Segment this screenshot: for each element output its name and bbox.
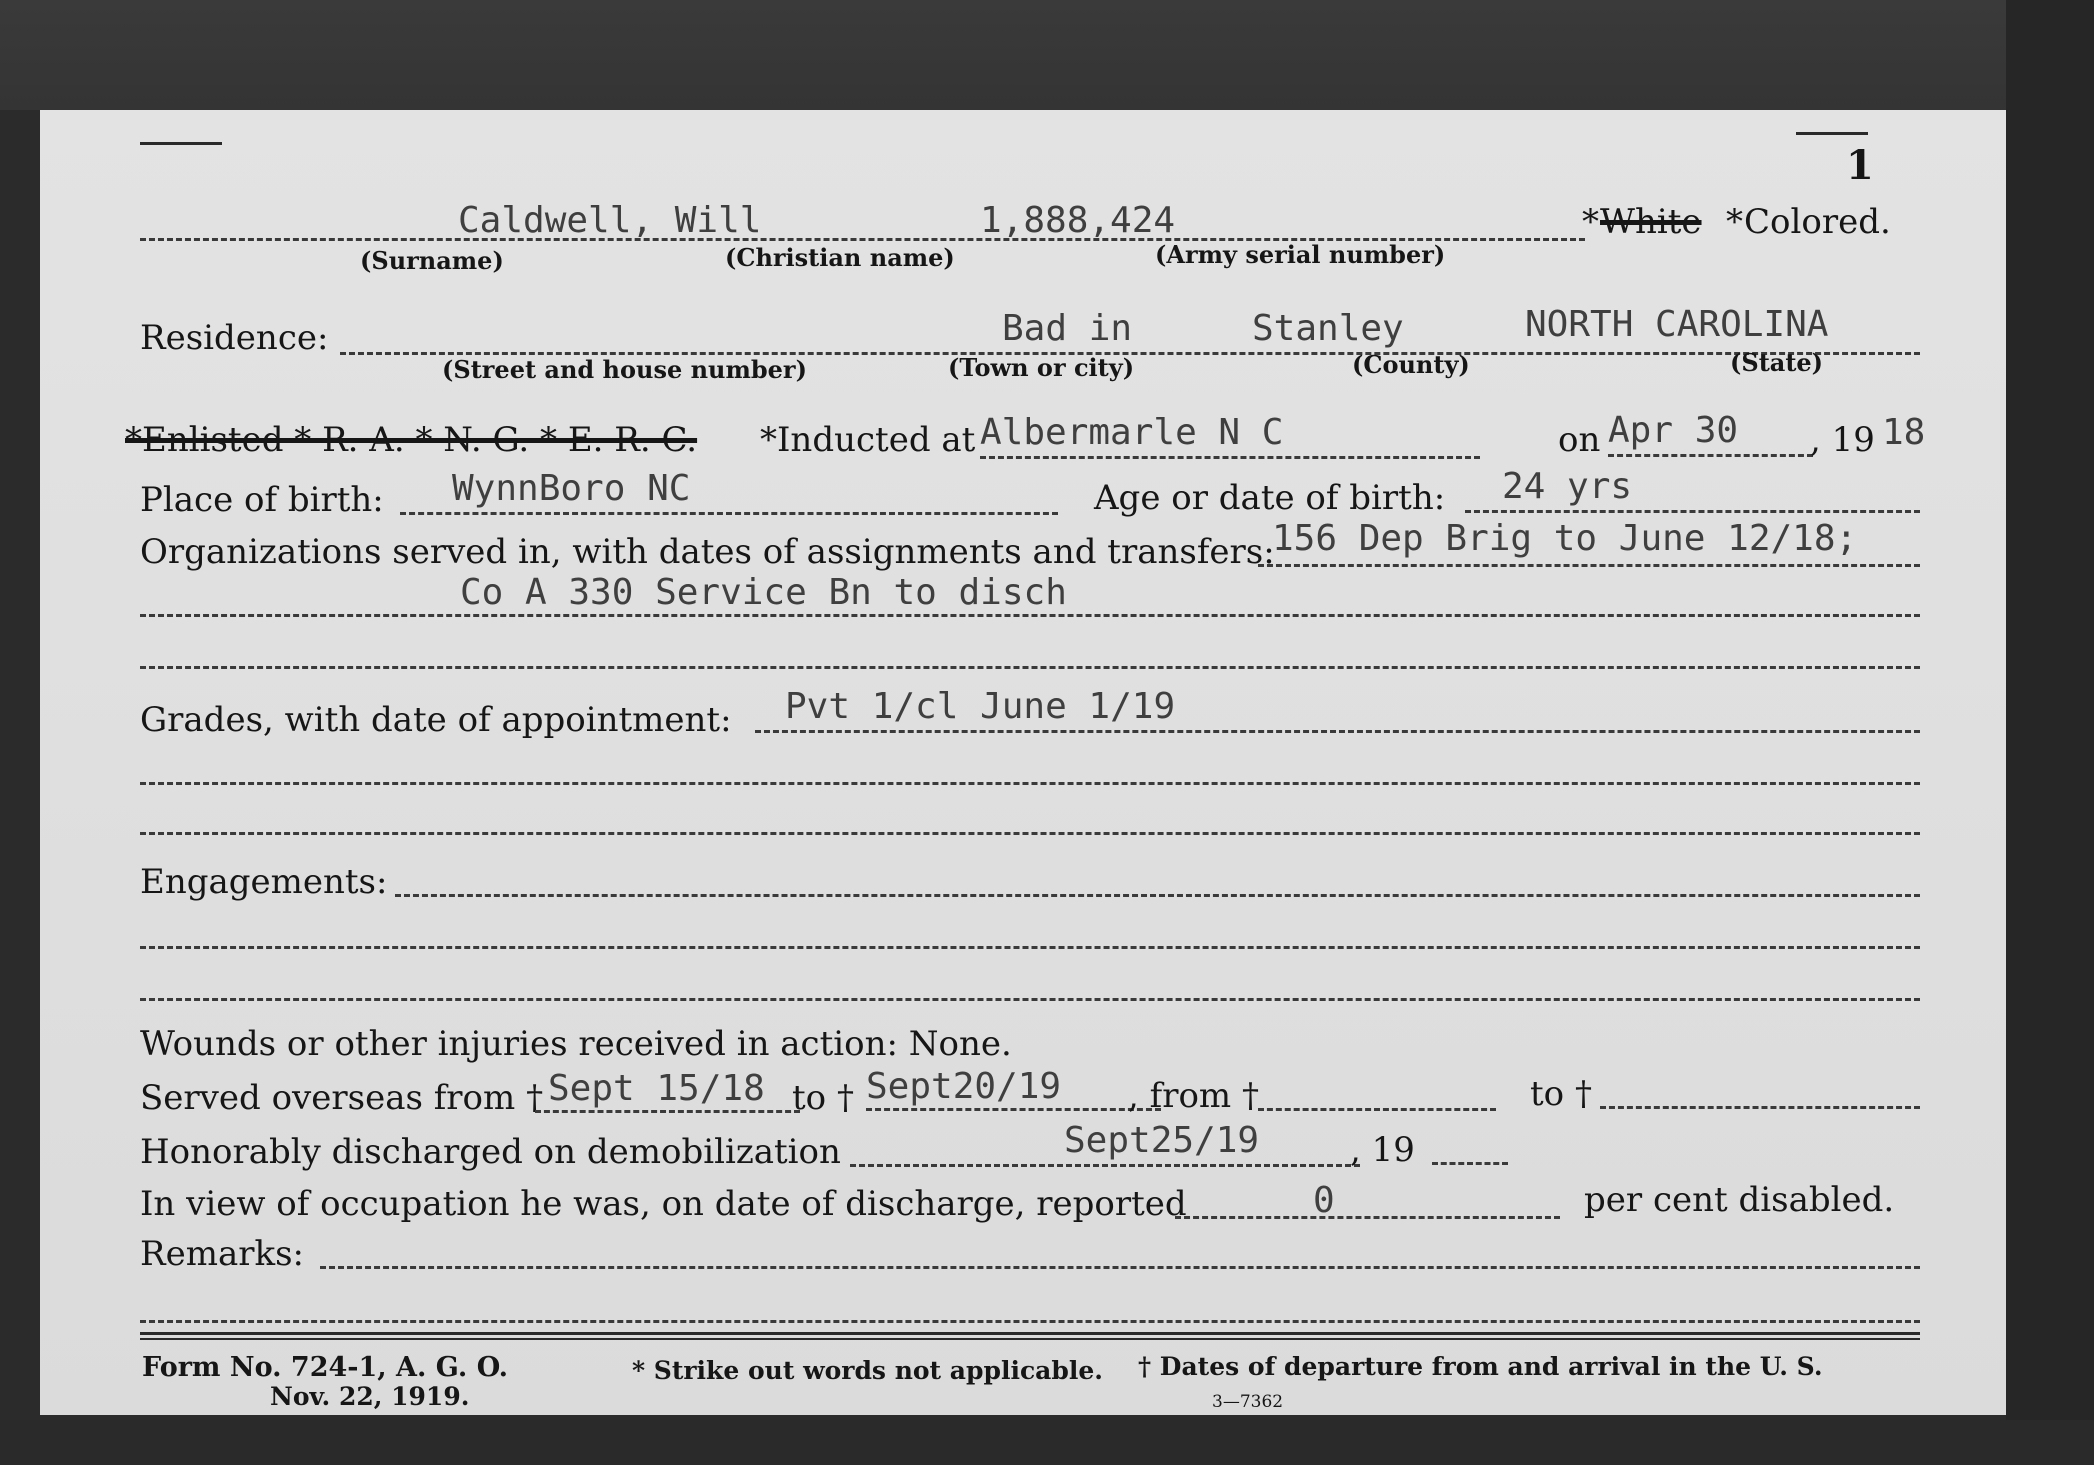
caption-christian-name: (Christian name) [725, 243, 955, 272]
inducted-date-line [1608, 454, 1813, 457]
race-asterisk-2: * [1726, 202, 1743, 242]
serial-value: 1,888,424 [980, 200, 1176, 241]
grades-line-3 [140, 832, 1920, 835]
overseas-to2-label: to † [1530, 1074, 1592, 1114]
inducted-year-prefix: , 19 [1810, 420, 1875, 460]
wounds-label: Wounds or other injuries received in action: None. [140, 1024, 1012, 1064]
birthplace-label: Place of birth: [140, 480, 384, 520]
form-date: Nov. 22, 1919. [270, 1382, 470, 1411]
footer-rule-2 [140, 1338, 1920, 1340]
organizations-value-1: 156 Dep Brig to June 12/18; [1272, 518, 1858, 559]
inducted-year: 18 [1882, 412, 1926, 453]
caption-street: (Street and house number) [442, 355, 807, 384]
age-value: 24 yrs [1502, 466, 1633, 507]
disability-suffix: per cent disabled. [1584, 1180, 1895, 1220]
remarks-line-2 [140, 1320, 1920, 1323]
engagements-line-2 [140, 946, 1920, 949]
service-record-card [40, 110, 2006, 1415]
caption-county: (County) [1352, 350, 1470, 379]
footnote-strike: * Strike out words not applicable. [632, 1356, 1103, 1385]
race-colored: Colored. [1744, 202, 1891, 242]
inducted-on-label: on [1558, 420, 1601, 460]
engagements-line-1 [395, 894, 1920, 897]
overseas-from-date: Sept 15/18 [548, 1068, 765, 1109]
discharge-year-line [1432, 1162, 1508, 1165]
organizations-line-3 [140, 666, 1920, 669]
disability-label: In view of occupation he was, on date of discharge, reported [140, 1184, 1187, 1224]
inducted-label: *Inducted at [760, 420, 976, 460]
overseas-to-line [866, 1108, 1161, 1111]
discharge-label: Honorably discharged on demobilization [140, 1132, 841, 1172]
residence-town: Bad in [1002, 308, 1133, 349]
surname-value: Caldwell, Will [458, 200, 762, 241]
birthplace-value: WynnBoro NC [452, 468, 691, 509]
age-label: Age or date of birth: [1094, 478, 1446, 518]
remarks-label: Remarks: [140, 1234, 304, 1274]
inducted-line [980, 456, 1480, 459]
residence-county: Stanley [1252, 308, 1404, 349]
enlisted-struck-options: *Enlisted * R. A. * N. G. * E. R. C. [125, 420, 698, 460]
discharge-line [850, 1164, 1360, 1167]
caption-state: (State) [1730, 348, 1824, 377]
inducted-date: Apr 30 [1608, 410, 1739, 451]
disability-value: 0 [1313, 1180, 1335, 1221]
footnote-dates: † Dates of departure from and arrival in the U. S. [1138, 1352, 1823, 1381]
race-asterisk-1: * [1582, 202, 1599, 242]
top-right-rule [1796, 132, 1868, 135]
race-white-struck: White [1600, 202, 1702, 242]
scan-background-bottom [0, 1420, 2094, 1465]
overseas-from-line [535, 1110, 800, 1113]
caption-army-serial: (Army serial number) [1155, 240, 1446, 269]
engagements-line-3 [140, 998, 1920, 1001]
overseas-to-label: to † [792, 1078, 854, 1118]
grades-label: Grades, with date of appointment: [140, 700, 732, 740]
print-code: 3—7362 [1212, 1392, 1284, 1412]
discharge-year: , 19 [1350, 1130, 1415, 1170]
overseas-label: Served overseas from † [140, 1078, 544, 1118]
discharge-date: Sept25/19 [1064, 1120, 1260, 1161]
organizations-value-2: Co A 330 Service Bn to disch [460, 572, 1067, 613]
inducted-place: Albermarle N C [980, 412, 1284, 453]
organizations-line-1 [1258, 564, 1920, 567]
overseas-from2-label: , from † [1128, 1076, 1259, 1116]
residence-label: Residence: [140, 318, 329, 358]
engagements-label: Engagements: [140, 862, 388, 902]
caption-town: (Town or city) [948, 353, 1135, 382]
remarks-line-1 [320, 1266, 1920, 1269]
disability-line [1175, 1216, 1560, 1219]
birthplace-line [400, 512, 1058, 515]
overseas-from2-line [1258, 1108, 1496, 1111]
age-line [1465, 510, 1920, 513]
caption-surname: (Surname) [360, 246, 504, 275]
form-number: Form No. 724-1, A. G. O. [142, 1352, 509, 1383]
footer-rule-1 [140, 1332, 1920, 1335]
organizations-label: Organizations served in, with dates of assignments and transfers: [140, 532, 1275, 572]
residence-state: NORTH CAROLINA [1525, 304, 1829, 345]
grades-line-2 [140, 782, 1920, 785]
organizations-line-2 [140, 614, 1920, 617]
overseas-to2-line [1600, 1106, 1920, 1109]
overseas-to-date: Sept20/19 [866, 1066, 1062, 1107]
scan-background-top [0, 0, 2094, 110]
grades-value: Pvt 1/cl June 1/19 [785, 686, 1176, 727]
page-number: 1 [1846, 142, 1874, 189]
scan-background-right [2006, 0, 2094, 1465]
top-left-rule [140, 142, 222, 145]
grades-line [755, 730, 1920, 733]
